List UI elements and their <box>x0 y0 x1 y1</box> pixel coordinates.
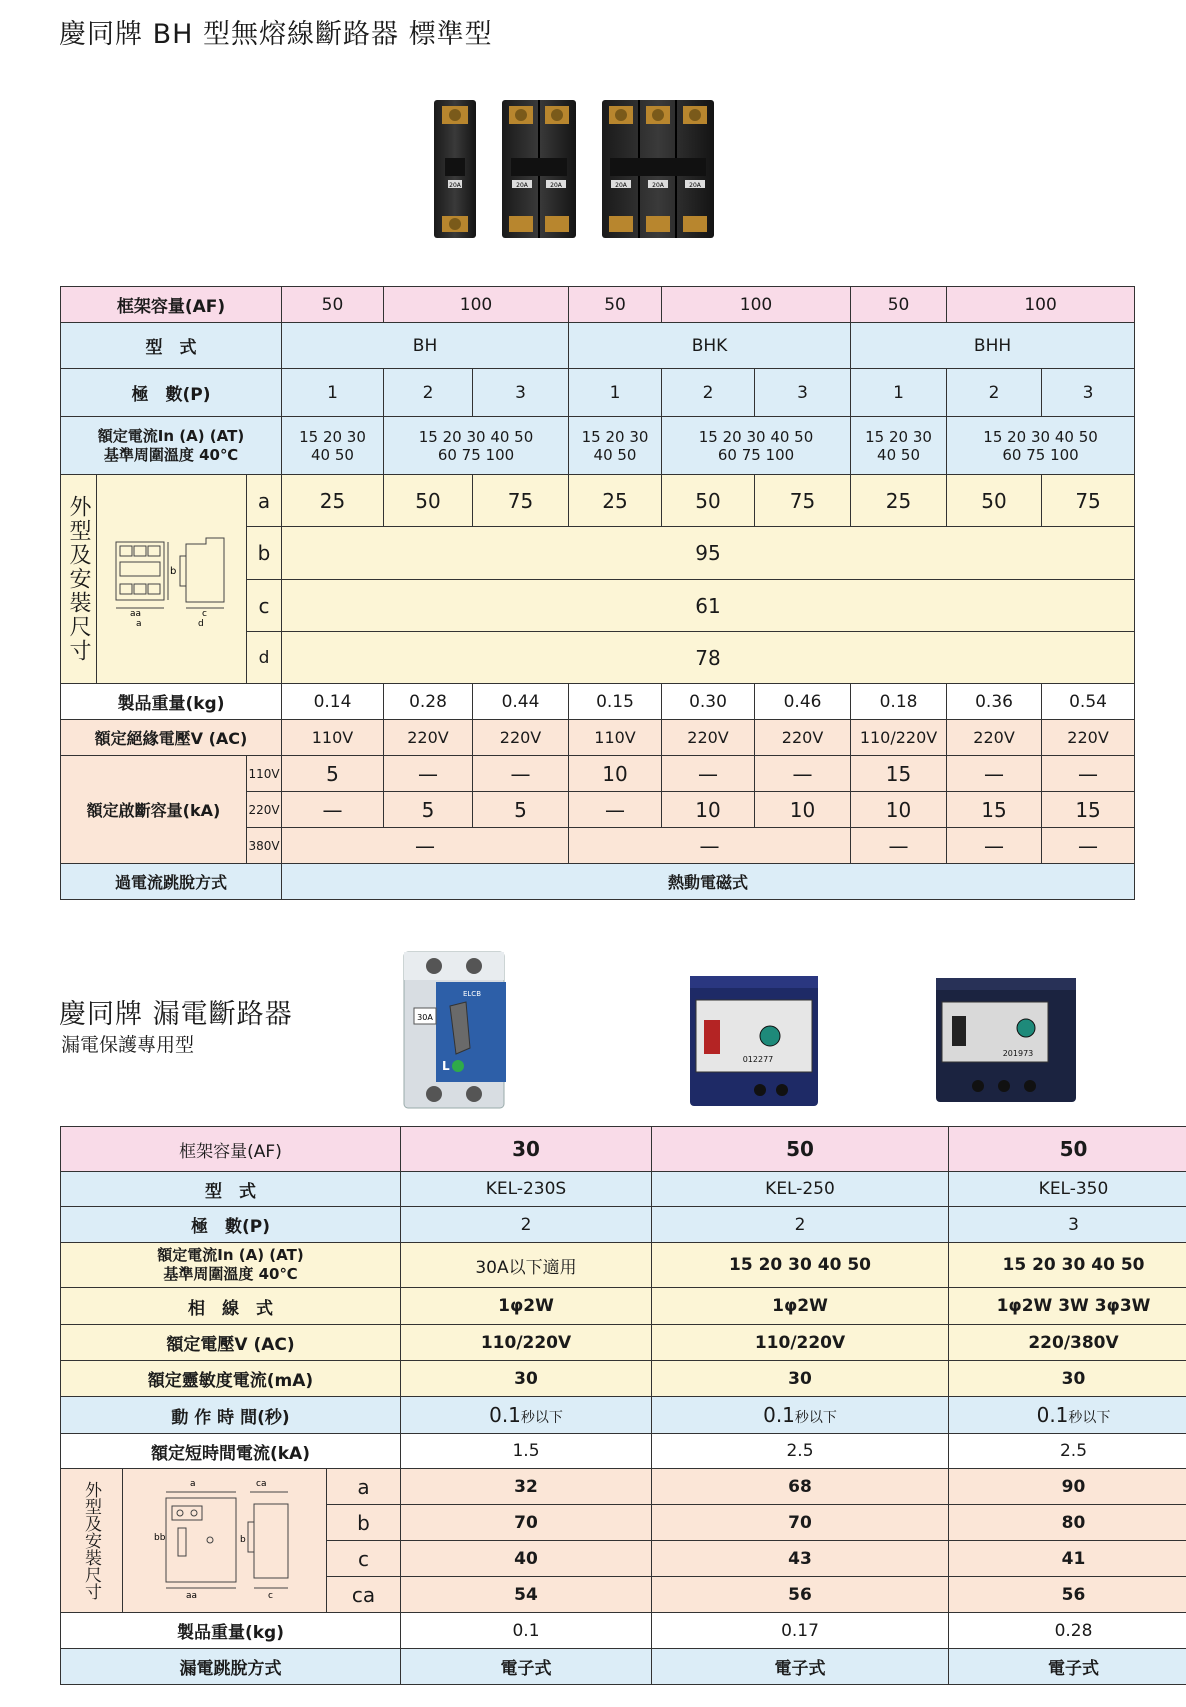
current-cell: 15 20 30 40 50 <box>949 1243 1186 1288</box>
current-cell: 15 20 30 40 50 <box>652 1243 949 1288</box>
dim-a-cell: 50 <box>662 475 755 527</box>
breaking-cell: — <box>282 828 569 864</box>
insulation-cell: 220V <box>662 720 755 756</box>
trip-cell: 電子式 <box>949 1649 1186 1685</box>
current-cell: 15 20 30 40 50 60 75 100 <box>662 417 851 475</box>
current-row <box>61 1243 1186 1288</box>
dim-b-cell: 70 <box>401 1505 652 1541</box>
dim-c-cell: 61 <box>282 580 1135 632</box>
insulation-cell: 110V <box>282 720 384 756</box>
insulation-cell: 110V <box>569 720 662 756</box>
weight-cell: 0.46 <box>755 684 851 720</box>
breaking-cell: — <box>1042 828 1135 864</box>
svg-text:20A: 20A <box>449 182 461 189</box>
af-cell: 50 <box>949 1127 1186 1172</box>
poles-cell: 1 <box>569 369 662 417</box>
sensitivity-row <box>61 1361 1186 1397</box>
af-cell: 50 <box>569 287 662 323</box>
breaking-label: 額定啟斷容量(kA) <box>61 756 247 864</box>
dim-key-ca: ca <box>327 1577 401 1613</box>
current-cell: 15 20 30 40 50 <box>569 417 662 475</box>
dim-a-cell: 25 <box>851 475 947 527</box>
weight-cell: 0.28 <box>384 684 473 720</box>
dims-diagram-cell <box>123 1469 327 1613</box>
dim-ca-cell: 56 <box>949 1577 1186 1613</box>
weight-cell: 0.28 <box>949 1613 1186 1649</box>
voltage-110: 110V <box>247 756 282 792</box>
short-time-cell: 2.5 <box>949 1434 1186 1469</box>
svg-text:c: c <box>267 1590 273 1601</box>
rated-voltage-label: 額定電壓V (AC) <box>61 1325 401 1361</box>
breaking-cell: 10 <box>569 756 662 792</box>
phase-cell: 1φ2W <box>652 1288 949 1325</box>
breaking-cell: — <box>569 792 662 828</box>
dim-a-cell: 75 <box>1042 475 1135 527</box>
poles-label: 極 數(P) <box>61 1207 401 1243</box>
model-cell: BHK <box>569 323 851 369</box>
sensitivity-cell: 30 <box>652 1361 949 1397</box>
af-cell: 50 <box>652 1127 949 1172</box>
section2-title: 慶同牌 漏電斷路器 <box>59 999 293 1030</box>
dim-a-cell: 50 <box>947 475 1042 527</box>
weight-cell: 0.36 <box>947 684 1042 720</box>
short-time-cell: 2.5 <box>652 1434 949 1469</box>
af-row <box>61 1127 1186 1172</box>
short-time-row <box>61 1434 1186 1469</box>
model-row <box>61 1172 1186 1207</box>
weight-cell: 0.14 <box>282 684 384 720</box>
bh-spec-table <box>60 286 1135 900</box>
weight-label: 製品重量(kg) <box>61 1613 401 1649</box>
svg-text:20A: 20A <box>516 182 528 189</box>
sensitivity-cell: 30 <box>949 1361 1186 1397</box>
rated-voltage-cell: 220/380V <box>949 1325 1186 1361</box>
current-cell: 15 20 30 40 50 <box>282 417 384 475</box>
dim-a-cell: 25 <box>282 475 384 527</box>
dim-a-cell: 68 <box>652 1469 949 1505</box>
af-cell: 30 <box>401 1127 652 1172</box>
insulation-cell: 110/220V <box>851 720 947 756</box>
current-cell: 30A以下適用 <box>401 1243 652 1288</box>
svg-text:b: b <box>169 566 176 577</box>
breaking-cell: 10 <box>662 792 755 828</box>
breaking-cell: — <box>662 756 755 792</box>
poles-label: 極 數(P) <box>61 369 282 417</box>
svg-text:012277: 012277 <box>742 1055 774 1064</box>
breaking-cell: 15 <box>1042 792 1135 828</box>
breaking-cell: 5 <box>384 792 473 828</box>
breaking-cell: — <box>473 756 569 792</box>
current-cell: 15 20 30 40 50 60 75 100 <box>384 417 569 475</box>
poles-cell: 3 <box>949 1207 1186 1243</box>
svg-text:20A: 20A <box>652 182 664 189</box>
weight-cell: 0.15 <box>569 684 662 720</box>
svg-text:bb: bb <box>153 1532 165 1543</box>
dim-key-c: c <box>327 1541 401 1577</box>
leakage-spec-table <box>60 1126 1186 1685</box>
poles-cell: 2 <box>652 1207 949 1243</box>
svg-text:ELCB: ELCB <box>462 990 482 998</box>
phase-row <box>61 1288 1186 1325</box>
dim-a-cell: 75 <box>755 475 851 527</box>
svg-text:20A: 20A <box>550 182 562 189</box>
weight-cell: 0.18 <box>851 684 947 720</box>
model-cell: KEL-250 <box>652 1172 949 1207</box>
dim-ca-cell: 56 <box>652 1577 949 1613</box>
model-cell: BHH <box>851 323 1135 369</box>
dims-diagram-cell <box>97 475 247 684</box>
poles-cell: 2 <box>947 369 1042 417</box>
dim-c-cell: 43 <box>652 1541 949 1577</box>
insulation-cell: 220V <box>947 720 1042 756</box>
weight-cell: 0.1 <box>401 1613 652 1649</box>
dim-key-a: a <box>327 1469 401 1505</box>
sensitivity-label: 額定靈敏度電流(mA) <box>61 1361 401 1397</box>
op-time-label: 動 作 時 間(秒) <box>61 1397 401 1434</box>
breaker-1p-image <box>434 100 476 238</box>
weight-cell: 0.54 <box>1042 684 1135 720</box>
breaking-cell: — <box>384 756 473 792</box>
breaking-110-row <box>61 756 1135 792</box>
breaking-cell: 10 <box>755 792 851 828</box>
model-cell: KEL-230S <box>401 1172 652 1207</box>
af-cell: 100 <box>384 287 569 323</box>
af-label: 框架容量(AF) <box>61 1127 401 1172</box>
op-time-cell: 0.1秒以下 <box>401 1397 652 1434</box>
breaking-cell: — <box>755 756 851 792</box>
svg-text:d: d <box>197 619 204 629</box>
section1-title: 慶同牌 BH 型無熔線斷路器 標準型 <box>59 19 493 50</box>
af-cell: 100 <box>662 287 851 323</box>
sensitivity-cell: 30 <box>401 1361 652 1397</box>
af-cell: 50 <box>282 287 384 323</box>
trip-row <box>61 864 1135 900</box>
insulation-label: 額定絕緣電壓V (AC) <box>61 720 282 756</box>
voltage-380: 380V <box>247 828 282 864</box>
rated-voltage-cell: 110/220V <box>401 1325 652 1361</box>
weight-row <box>61 684 1135 720</box>
insulation-cell: 220V <box>473 720 569 756</box>
kel-230s-photo <box>400 948 512 1112</box>
af-cell: 100 <box>947 287 1135 323</box>
op-time-row <box>61 1397 1186 1434</box>
svg-text:aa: aa <box>129 609 141 619</box>
svg-text:b: b <box>239 1534 246 1545</box>
trip-cell: 電子式 <box>401 1649 652 1685</box>
current-row <box>61 417 1135 475</box>
svg-text:20A: 20A <box>615 182 627 189</box>
model-label: 型 式 <box>61 323 282 369</box>
breaking-cell: — <box>947 756 1042 792</box>
poles-cell: 3 <box>473 369 569 417</box>
dim-key-d: d <box>247 632 282 684</box>
svg-text:201973: 201973 <box>1002 1049 1034 1058</box>
short-time-cell: 1.5 <box>401 1434 652 1469</box>
op-time-cell: 0.1秒以下 <box>949 1397 1186 1434</box>
dim-a-row <box>61 1469 1186 1505</box>
model-cell: BH <box>282 323 569 369</box>
svg-text:a: a <box>189 1478 196 1489</box>
dims-label: 外型及安裝尺寸 <box>61 1469 123 1613</box>
dim-key-c: c <box>247 580 282 632</box>
poles-cell: 1 <box>282 369 384 417</box>
breaker-3p-image <box>602 100 714 238</box>
weight-row <box>61 1613 1186 1649</box>
phase-cell: 1φ2W 3W 3φ3W <box>949 1288 1186 1325</box>
poles-cell: 2 <box>401 1207 652 1243</box>
breaking-cell: 10 <box>851 792 947 828</box>
phase-label: 相 線 式 <box>61 1288 401 1325</box>
breaking-cell: 5 <box>473 792 569 828</box>
dim-ca-cell: 54 <box>401 1577 652 1613</box>
dim-a-cell: 25 <box>569 475 662 527</box>
kel-350-photo <box>934 976 1078 1104</box>
breaking-cell: — <box>282 792 384 828</box>
poles-cell: 3 <box>1042 369 1135 417</box>
breaking-cell: 15 <box>851 756 947 792</box>
dim-c-cell: 41 <box>949 1541 1186 1577</box>
dim-b-cell: 80 <box>949 1505 1186 1541</box>
trip-cell: 電子式 <box>652 1649 949 1685</box>
dim-a-cell: 75 <box>473 475 569 527</box>
poles-row <box>61 369 1135 417</box>
insulation-cell: 220V <box>384 720 473 756</box>
weight-cell: 0.44 <box>473 684 569 720</box>
trip-label: 漏電跳脫方式 <box>61 1649 401 1685</box>
kel-250-photo <box>688 974 820 1108</box>
phase-cell: 1φ2W <box>401 1288 652 1325</box>
voltage-220: 220V <box>247 792 282 828</box>
dim-a-cell: 50 <box>384 475 473 527</box>
svg-text:30A: 30A <box>417 1013 433 1022</box>
insulation-cell: 220V <box>1042 720 1135 756</box>
dim-a-cell: 90 <box>949 1469 1186 1505</box>
short-time-label: 額定短時間電流(kA) <box>61 1434 401 1469</box>
dim-d-cell: 78 <box>282 632 1135 684</box>
weight-cell: 0.30 <box>662 684 755 720</box>
rated-voltage-cell: 110/220V <box>652 1325 949 1361</box>
svg-text:c: c <box>201 609 207 619</box>
dims-label: 外型及安裝尺寸 <box>61 475 97 684</box>
dim-a-row <box>61 475 1135 527</box>
insulation-cell: 220V <box>755 720 851 756</box>
bh-dimension-diagram <box>102 522 242 632</box>
rated-current-label: 額定電流In (A) (AT) 基準周圍溫度 40℃ <box>61 1243 401 1288</box>
model-label: 型 式 <box>61 1172 401 1207</box>
breaking-cell: — <box>947 828 1042 864</box>
poles-cell: 1 <box>851 369 947 417</box>
model-cell: KEL-350 <box>949 1172 1186 1207</box>
trip-cell: 熱動電磁式 <box>282 864 1135 900</box>
weight-cell: 0.17 <box>652 1613 949 1649</box>
dim-key-a: a <box>247 475 282 527</box>
section2-subtitle: 漏電保護專用型 <box>61 1034 195 1056</box>
dim-b-cell: 95 <box>282 527 1135 580</box>
rated-voltage-row <box>61 1325 1186 1361</box>
dim-key-b: b <box>327 1505 401 1541</box>
breaking-cell: 15 <box>947 792 1042 828</box>
svg-text:20A: 20A <box>689 182 701 189</box>
rated-current-label: 額定電流In (A) (AT) 基準周圍溫度 40℃ <box>61 417 282 475</box>
dim-b-cell: 70 <box>652 1505 949 1541</box>
poles-row <box>61 1207 1186 1243</box>
bh-breakers-photo <box>432 98 718 242</box>
op-time-cell: 0.1秒以下 <box>652 1397 949 1434</box>
af-row <box>61 287 1135 323</box>
kel-dimension-diagram <box>150 1474 300 1604</box>
af-label: 框架容量(AF) <box>61 287 282 323</box>
poles-cell: 2 <box>662 369 755 417</box>
dim-key-b: b <box>247 527 282 580</box>
svg-text:a: a <box>135 619 142 629</box>
model-row <box>61 323 1135 369</box>
breaking-cell: — <box>1042 756 1135 792</box>
trip-label: 過電流跳脫方式 <box>61 864 282 900</box>
poles-cell: 3 <box>755 369 851 417</box>
breaking-cell: 5 <box>282 756 384 792</box>
current-cell: 15 20 30 40 50 <box>851 417 947 475</box>
current-cell: 15 20 30 40 50 60 75 100 <box>947 417 1135 475</box>
breaking-cell: — <box>569 828 851 864</box>
af-cell: 50 <box>851 287 947 323</box>
dim-a-cell: 32 <box>401 1469 652 1505</box>
poles-cell: 2 <box>384 369 473 417</box>
dim-c-cell: 40 <box>401 1541 652 1577</box>
svg-text:aa: aa <box>185 1590 197 1601</box>
insulation-row <box>61 720 1135 756</box>
svg-text:ca: ca <box>255 1478 266 1489</box>
svg-text:L: L <box>442 1059 450 1073</box>
trip-row <box>61 1649 1186 1685</box>
breaking-cell: — <box>851 828 947 864</box>
breaker-2p-image <box>502 100 576 238</box>
weight-label: 製品重量(kg) <box>61 684 282 720</box>
